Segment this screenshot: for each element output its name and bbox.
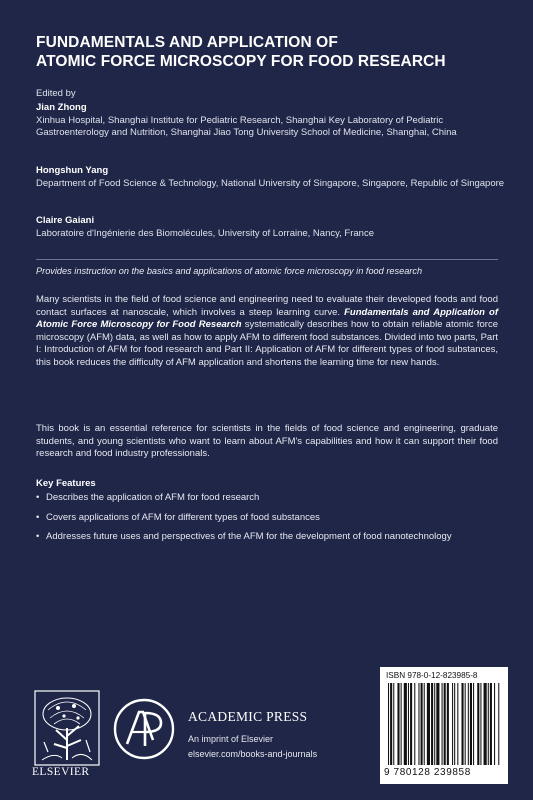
book-title-inline: Fundamentals and Application of Atomic Force Microscopy for Food Research bbox=[36, 306, 498, 331]
barcode-bar bbox=[424, 683, 425, 765]
barcode-bar bbox=[457, 683, 458, 765]
barcode-icon bbox=[386, 683, 502, 765]
editor-affiliation: Laboratoire d'Ingénierie des Biomolécules, University of Lorraine, Nancy, France bbox=[36, 227, 375, 239]
barcode-bar bbox=[480, 683, 481, 765]
barcode-panel bbox=[380, 667, 508, 784]
barcode-bar bbox=[421, 683, 423, 765]
barcode-bar bbox=[494, 683, 495, 765]
edited-by-label: Edited by bbox=[36, 88, 76, 99]
tagline: Provides instruction on the basics and applications of atomic force microscopy in food research bbox=[36, 266, 423, 276]
editor-affiliation: Xinhua Hospital, Shanghai Institute for Pediatric Research, Shanghai Key Laboratory of Pediatric Gastroenterology and Nutrition, Shanghai Jiao Tong University School of Medicine, Shanghai, China bbox=[36, 114, 457, 139]
barcode-bar bbox=[397, 683, 399, 765]
barcode-bar bbox=[470, 683, 472, 765]
barcode-bar bbox=[427, 683, 430, 765]
editor-name: Jian Zhong bbox=[36, 102, 87, 113]
description-paragraph-1 bbox=[36, 294, 498, 370]
barcode-bar bbox=[414, 683, 415, 765]
description-text: systematically describes how to obtain reliable atomic force microscopy (AFM) data, as well as how to apply AFM to different food substances. Divided into two parts, Part I: Introduction of AFM for food research and Part II: Application of AFM for different types of food substances, this book reduces the difficulty of AFM application and shortens the learning time for new hands. bbox=[36, 319, 498, 368]
book-title bbox=[36, 33, 506, 71]
academic-press-logo-icon bbox=[113, 698, 175, 760]
barcode-bar bbox=[468, 683, 469, 765]
barcode-bar bbox=[431, 683, 433, 765]
editor-name: Claire Gaiani bbox=[36, 215, 95, 226]
barcode-bar bbox=[490, 683, 492, 765]
barcode-bar bbox=[436, 683, 439, 765]
academic-press-name: ACADEMIC PRESS bbox=[188, 709, 308, 724]
description-paragraph-2: This book is an essential reference for scientists in the fields of food science and engineering, graduate students, and young scientists who want to learn about AFM's capabilities and how it can support their food research and food industry professionals. bbox=[36, 423, 498, 460]
barcode-bar bbox=[442, 683, 443, 765]
barcode-bar bbox=[418, 683, 419, 765]
editor-block bbox=[36, 215, 506, 240]
key-feature-item: • Addresses future uses and perspectives of the AFM for the development of food nanotechnology bbox=[36, 531, 498, 544]
barcode-bar bbox=[465, 683, 466, 765]
barcode-bar bbox=[454, 683, 455, 765]
editor-block bbox=[36, 165, 506, 190]
editor-block bbox=[36, 102, 506, 140]
editor-affiliation: Department of Food Science & Technology, National University of Singapore, Singapore, Republic of Singapore bbox=[36, 177, 505, 189]
section-divider bbox=[36, 259, 498, 260]
barcode-bar bbox=[393, 683, 394, 765]
editor-name: Hongshun Yang bbox=[36, 165, 109, 176]
description-text: Many scientists in the field of food science and engineering need to evaluate their developed foods and food contact surfaces at nanoscale, which involves a steep learning curve. bbox=[36, 294, 498, 318]
key-features-title: Key Features bbox=[36, 478, 96, 489]
barcode-bar bbox=[484, 683, 487, 765]
barcode-bar bbox=[388, 683, 389, 765]
key-feature-item: • Describes the application of AFM for food research bbox=[36, 492, 498, 505]
barcode-bar bbox=[498, 683, 499, 765]
barcode-bar bbox=[452, 683, 453, 765]
elsevier-wordmark: ELSEVIER bbox=[32, 766, 90, 778]
barcode-bar bbox=[401, 683, 402, 765]
barcode-bar bbox=[408, 683, 409, 765]
elsevier-tree-logo-icon bbox=[34, 690, 100, 766]
barcode-bar bbox=[447, 683, 449, 765]
barcode-bar bbox=[410, 683, 412, 765]
barcode-digits: 9 780128 239858 bbox=[384, 767, 471, 778]
isbn-label: ISBN 978-0-12-823985-8 bbox=[386, 671, 478, 680]
title-line-1: FUNDAMENTALS AND APPLICATION OF bbox=[36, 34, 338, 51]
barcode-bar bbox=[404, 683, 407, 765]
title-line-2: ATOMIC FORCE MICROSCOPY FOR FOOD RESEARCH bbox=[36, 53, 446, 70]
publisher-url[interactable]: elsevier.com/books-and-journals bbox=[188, 749, 318, 759]
barcode-bar bbox=[444, 683, 446, 765]
barcode-bar bbox=[473, 683, 474, 765]
imprint-line: An imprint of Elsevier bbox=[188, 734, 274, 744]
barcode-bar bbox=[488, 683, 489, 765]
barcode-bar bbox=[390, 683, 392, 765]
barcode-bar bbox=[477, 683, 479, 765]
barcode-bar bbox=[462, 683, 464, 765]
key-feature-item: • Covers applications of AFM for different types of food substances bbox=[36, 512, 498, 525]
barcode-bar bbox=[434, 683, 435, 765]
key-features-list bbox=[36, 492, 498, 551]
